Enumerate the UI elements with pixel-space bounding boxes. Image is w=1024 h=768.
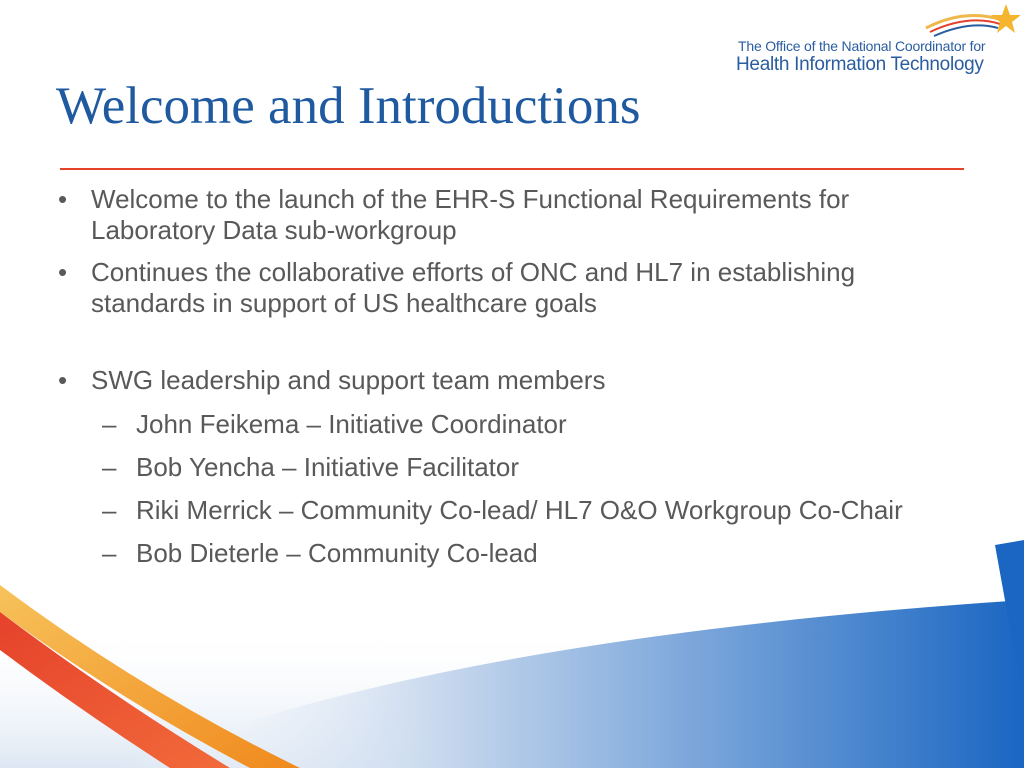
sub-bullet-text: Riki Merrick – Community Co-lead/ HL7 O&O Workgroup Co-Chair [136, 495, 903, 525]
sub-bullet-item [56, 495, 976, 526]
sub-bullet-text: John Feikema – Initiative Coordinator [136, 409, 567, 439]
sub-bullet-item [56, 538, 976, 569]
slide-content [56, 184, 976, 569]
bullet-item [56, 365, 976, 396]
slide-title: Welcome and Introductions [56, 77, 641, 135]
bullet-text: Continues the collaborative efforts of ONC and HL7 in establishing standards in support of US healthcare goals [91, 257, 856, 318]
logo-line-1: The Office of the National Coordinator for [738, 38, 986, 54]
sub-bullet-text: Bob Dieterle – Community Co-lead [136, 538, 538, 568]
bullet-item [56, 257, 976, 319]
dash-marker: – [102, 452, 117, 482]
bullet-text: SWG leadership and support team members [91, 365, 606, 395]
sub-bullet-text: Bob Yencha – Initiative Facilitator [136, 452, 520, 482]
dash-marker: – [102, 538, 117, 568]
bullet-text: Welcome to the launch of the EHR-S Functional Requirements for Laboratory Data sub-workgroup [91, 184, 850, 245]
bullet-marker: • [58, 184, 68, 214]
bullet-item [56, 184, 976, 246]
onc-logo [730, 4, 1020, 76]
logo-line-2: Health Information Technology [736, 54, 984, 75]
title-divider [60, 168, 964, 170]
dash-marker: – [102, 495, 117, 525]
bullet-marker: • [58, 257, 68, 287]
bullet-marker: • [58, 365, 68, 395]
sub-bullet-item [56, 452, 976, 483]
sub-bullet-item [56, 409, 976, 440]
dash-marker: – [102, 409, 117, 439]
